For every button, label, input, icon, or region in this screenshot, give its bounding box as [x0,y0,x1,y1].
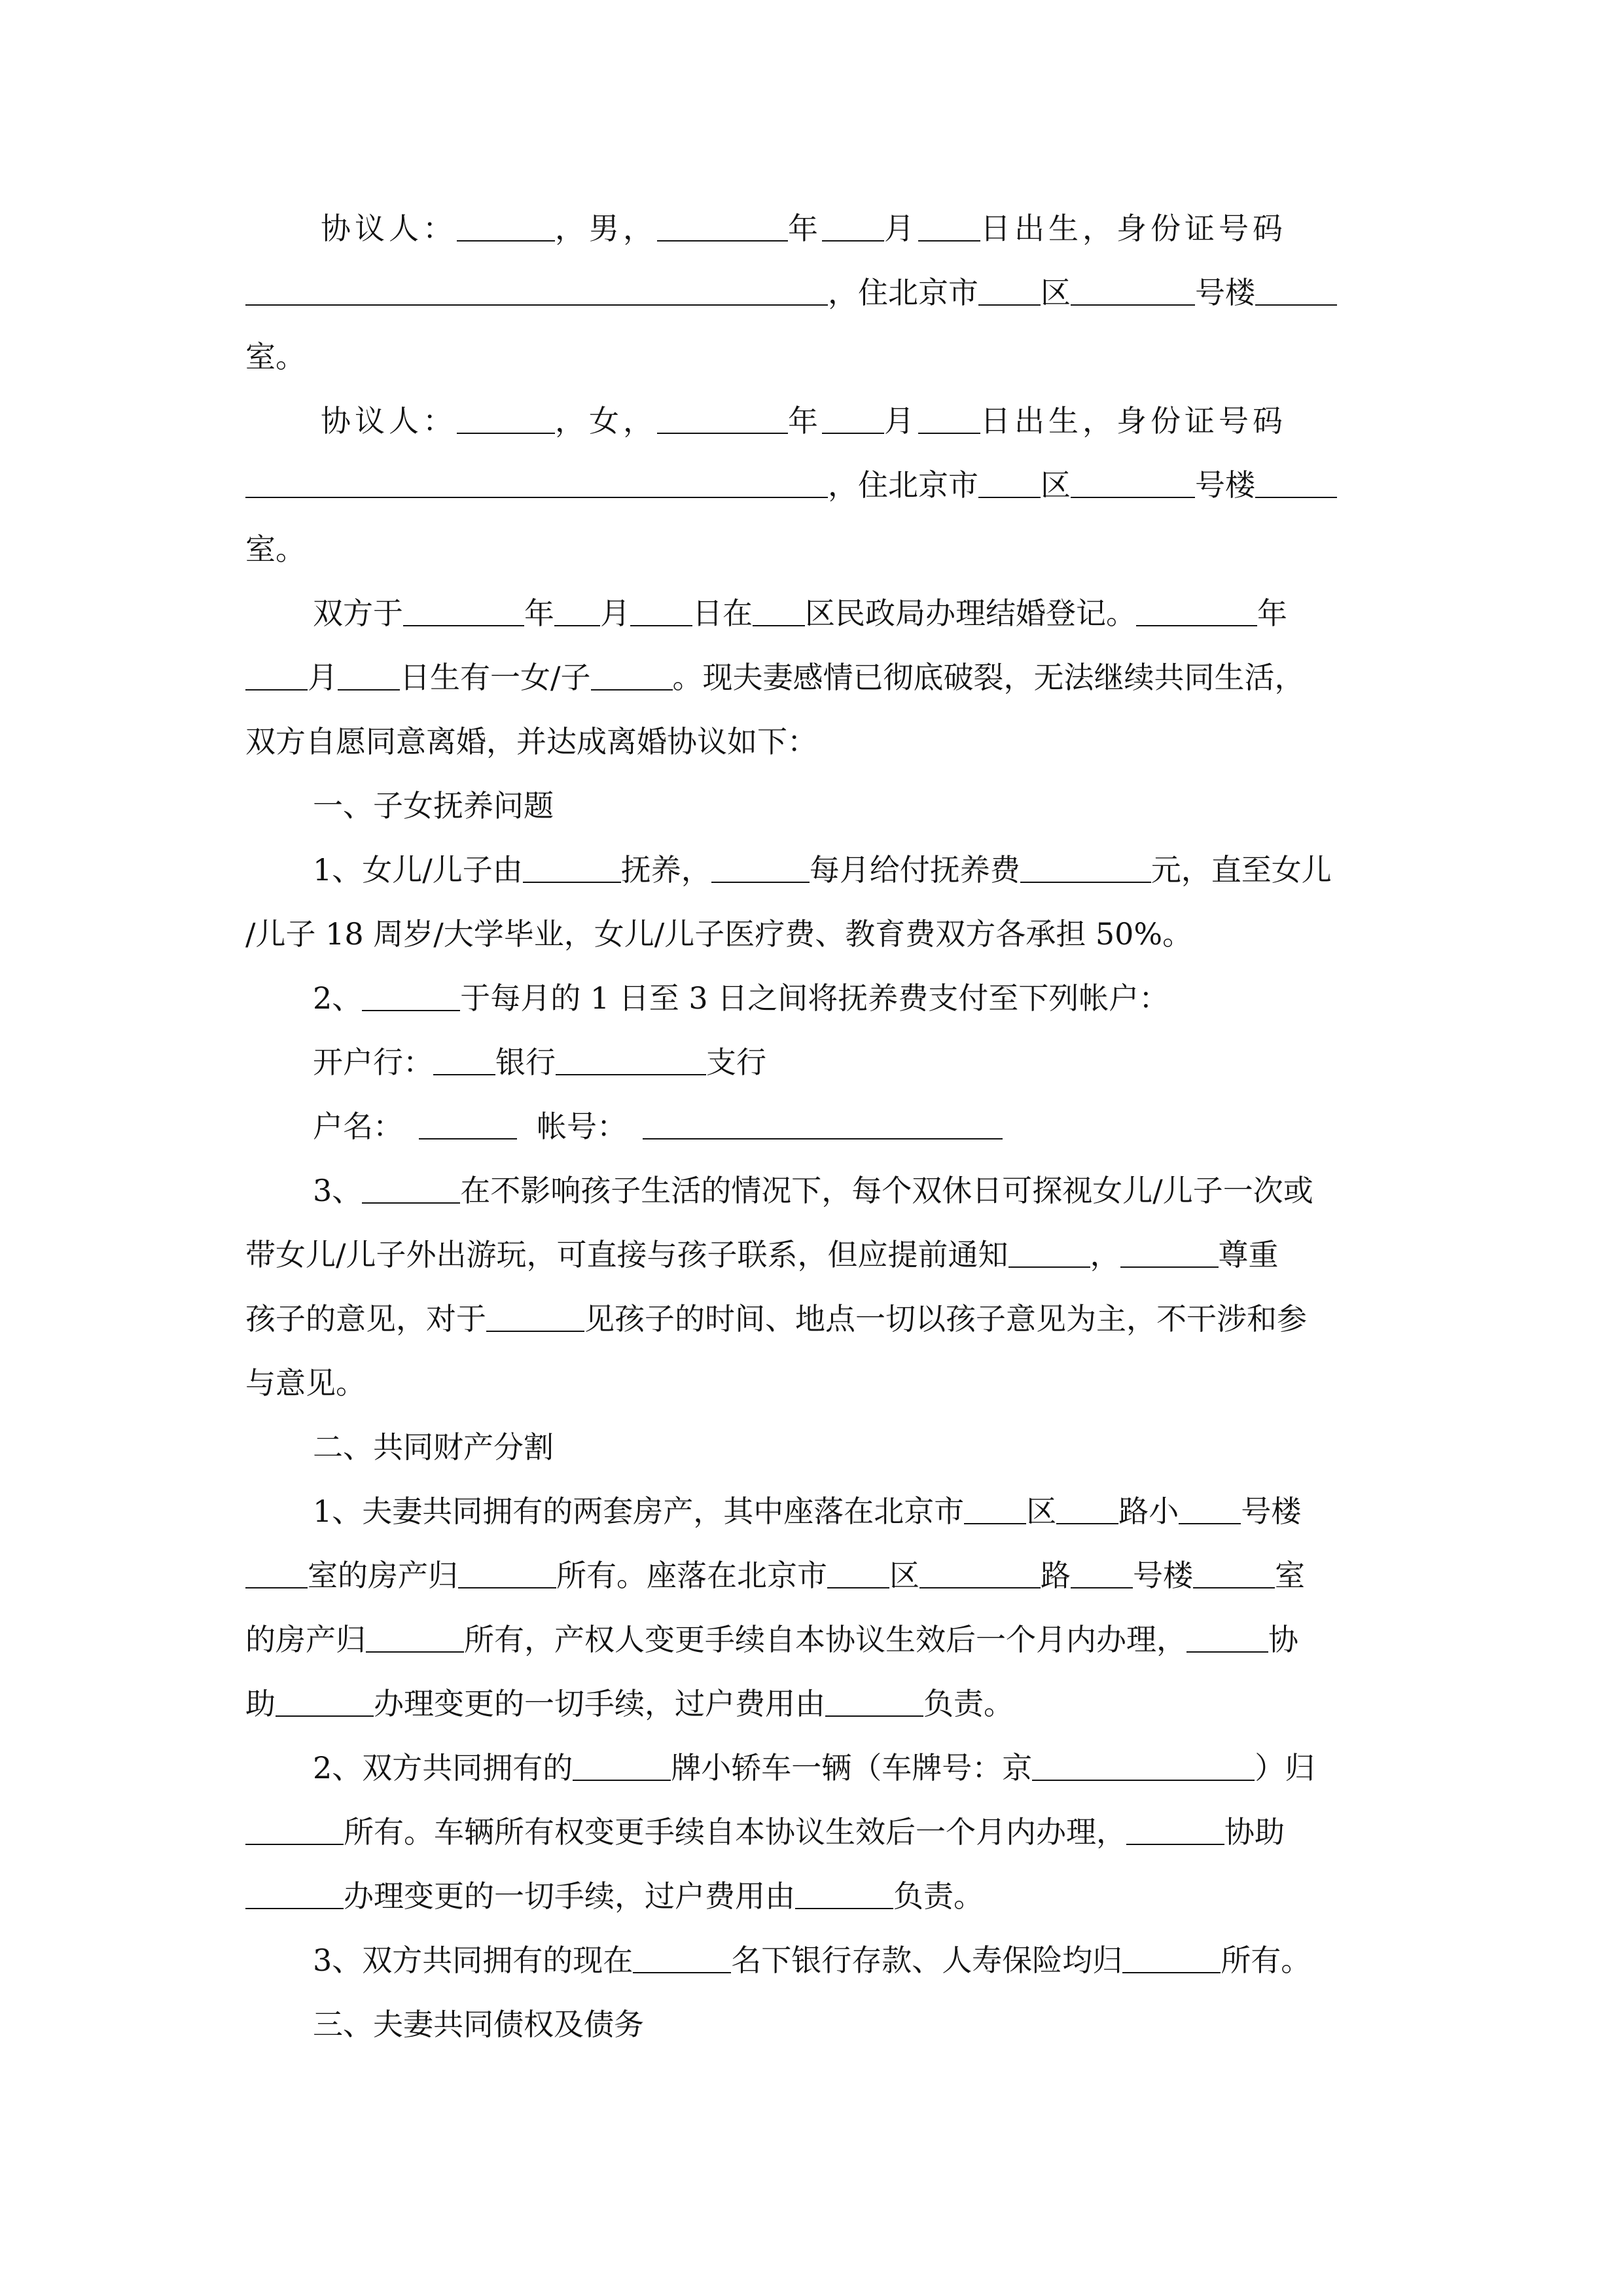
blank [458,1561,556,1588]
text: 号楼 [1133,1558,1193,1593]
blank [362,984,460,1011]
text: 号楼 [1195,275,1255,310]
text: 尊重 [1218,1237,1279,1272]
text: 日出生，身份证号码 [980,403,1287,439]
text: 所有，产权人变更手续自本协议生效后一个月内办理， [464,1622,1186,1657]
text: 室 [1275,1558,1305,1593]
property-clause-2-line-3 [245,1864,984,1928]
blank [245,1561,308,1588]
text: ， [1090,1237,1120,1272]
blank-plate [1032,1753,1255,1781]
blank-id-number [245,278,828,306]
custody-clause-2 [313,966,1169,1030]
text: 所有。 [1221,1943,1311,1978]
custody-clause-1-line-1 [313,838,1332,902]
text: 元，直至女儿 [1150,852,1332,888]
text: ，男， [555,211,657,246]
text: 户名： [313,1109,403,1144]
text: 与意见。 [245,1365,366,1401]
text: 1、女儿/儿子由 [313,852,523,888]
blank [338,663,400,691]
text: 月 [884,403,918,439]
text: 协议人： [321,403,457,439]
custody-clause-3-line-4 [245,1351,366,1415]
text: 月 [308,660,338,695]
text: 路小 [1118,1494,1179,1529]
blank-building [1071,278,1195,306]
blank [276,1689,374,1717]
blank [825,1689,923,1717]
text: 每月给付抚养费 [809,852,1020,888]
blank [919,1561,1041,1588]
account-line [313,1094,1003,1158]
party-male-line-3 [245,325,306,389]
text: 室。 [245,339,306,374]
blank [591,663,673,691]
property-clause-1-line-4 [245,1672,1014,1736]
text: 牌小轿车一辆（车牌号：京 [671,1750,1033,1785]
text: 2、双方共同拥有的 [313,1750,573,1785]
blank [362,1176,460,1204]
text: 协助 [1224,1814,1285,1850]
blank-account-number [643,1112,1003,1139]
text: 在不影响孩子生活的情况下，每个双休日可探视女儿/儿子一次或 [460,1173,1313,1208]
blank [795,1882,893,1909]
party-male-line-1 [321,196,1287,260]
text: 年 [788,211,822,246]
marriage-line-3 [245,709,817,774]
text: 3、 [313,1173,363,1208]
text: ，住北京市 [828,467,978,503]
text: 负责。 [893,1878,984,1914]
property-clause-1-line-2 [245,1543,1305,1607]
blank-year [657,214,788,242]
text: 日出生，身份证号码 [980,211,1287,246]
property-clause-2-line-1 [313,1736,1315,1800]
text: 日生有一女/子 [400,660,591,695]
custody-clause-3-line-2 [245,1223,1279,1287]
blank-room [1255,471,1337,498]
blank [245,1882,344,1909]
text: 于每月的 1 日至 3 日之间将抚养费支付至下列帐户： [460,980,1169,1016]
text: 区 [1041,275,1071,310]
marriage-line-1 [313,581,1287,645]
blank-name [457,214,555,242]
text: 一、子女抚养问题 [313,788,554,823]
text: 协 [1268,1622,1298,1657]
blank-building [1071,471,1195,498]
blank-room [1255,278,1337,306]
blank-year [657,406,788,434]
blank [1071,1561,1133,1588]
text: 名下银行存款、人寿保险均归 [731,1943,1123,1978]
party-female-line-2 [245,453,1337,517]
property-clause-1-line-3 [245,1607,1298,1672]
text: 帐号： [537,1109,627,1144]
text: 区 [1026,1494,1057,1529]
blank [1122,1946,1221,1973]
text: 所有。车辆所有权变更手续自本协议生效后一个月内办理， [344,1814,1126,1850]
blank [1120,1240,1219,1268]
text: 支行 [706,1045,766,1080]
blank [630,599,692,626]
text: 路 [1041,1558,1071,1593]
blank [403,599,524,626]
text: 区 [889,1558,919,1593]
text: 区 [1041,467,1071,503]
text: 见孩子的时间、地点一切以孩子意见为主，不干涉和参 [584,1301,1307,1336]
text: ，住北京市 [828,275,978,310]
custody-clause-1-line-2 [245,902,1192,966]
text: 号楼 [1241,1494,1302,1529]
custody-clause-3-line-3 [245,1287,1307,1351]
text: 办理变更的一切手续，过户费用由 [344,1878,795,1914]
text: 带女儿/儿子外出游玩，可直接与孩子联系，但应提前通知 [245,1237,1008,1272]
blank-name [457,406,555,434]
blank-day [918,214,980,242]
property-clause-2-line-2 [245,1800,1285,1864]
text: 年 [788,403,822,439]
blank [1193,1561,1275,1588]
blank [1056,1497,1118,1524]
blank [1020,855,1151,883]
blank [573,1753,671,1781]
blank-district [978,278,1041,306]
text: 负责。 [923,1686,1014,1721]
text: 抚养， [620,852,711,888]
text: 室。 [245,531,306,567]
blank-district [978,471,1041,498]
bank-line [313,1030,766,1094]
blank-month [822,406,884,434]
text: 协议人： [321,211,457,246]
text: 银行 [495,1045,556,1080]
custody-clause-3-line-1 [313,1158,1313,1223]
blank [523,855,621,883]
text: 室的房产归 [308,1558,458,1593]
text: ，女， [555,403,657,439]
blank [245,663,308,691]
blank [964,1497,1026,1524]
blank [1186,1625,1268,1653]
text: 2、 [313,980,363,1016]
blank-branch [556,1048,706,1075]
blank-account-name [419,1112,517,1139]
text: 1、夫妻共同拥有的两套房产，其中座落在北京市 [313,1494,965,1529]
text: 号楼 [1195,467,1255,503]
text: 年 [1257,596,1287,631]
party-male-line-2 [245,260,1337,325]
blank-month [822,214,884,242]
text: /儿子 18 周岁/大学毕业，女儿/儿子医疗费、教育费双方各承担 50%。 [245,916,1193,952]
marriage-line-2 [245,645,1305,709]
blank [1126,1818,1224,1845]
text: 办理变更的一切手续，过户费用由 [374,1686,825,1721]
property-clause-1-line-1 [313,1479,1301,1543]
blank-day [918,406,980,434]
text: 的房产归 [245,1622,366,1657]
blank [711,855,810,883]
text: 年 [524,596,554,631]
section-heading-3 [313,1992,644,2056]
text: 月 [600,596,630,631]
text: 开户行： [313,1045,433,1080]
text: 助 [245,1686,276,1721]
section-heading-2 [313,1415,554,1479]
party-female-line-3 [245,517,306,581]
blank [1136,599,1257,626]
text: 。现夫妻感情已彻底破裂，无法继续共同生活， [672,660,1305,695]
blank [1008,1240,1090,1268]
blank [366,1625,464,1653]
text: 所有。座落在北京市 [556,1558,827,1593]
blank [486,1304,584,1332]
blank-bank [433,1048,495,1075]
text: 3、双方共同拥有的现在 [313,1943,633,1978]
blank [245,1818,344,1845]
text: 日在 [692,596,753,631]
text: 二、共同财产分割 [313,1429,554,1465]
section-heading-1 [313,774,554,838]
text: 双方自愿同意离婚，并达成离婚协议如下： [245,724,817,759]
blank [827,1561,889,1588]
text: 三、夫妻共同债权及债务 [313,2007,644,2042]
text: 双方于 [313,596,403,631]
blank [753,599,805,626]
text: 孩子的意见，对于 [245,1301,486,1336]
text: ）归 [1255,1750,1315,1785]
blank [1179,1497,1241,1524]
property-clause-3 [313,1928,1311,1992]
text: 月 [884,211,918,246]
blank [633,1946,731,1973]
blank [554,599,600,626]
party-female-line-1 [321,389,1287,453]
text: 区民政局办理结婚登记。 [805,596,1136,631]
blank-id-number [245,471,828,498]
